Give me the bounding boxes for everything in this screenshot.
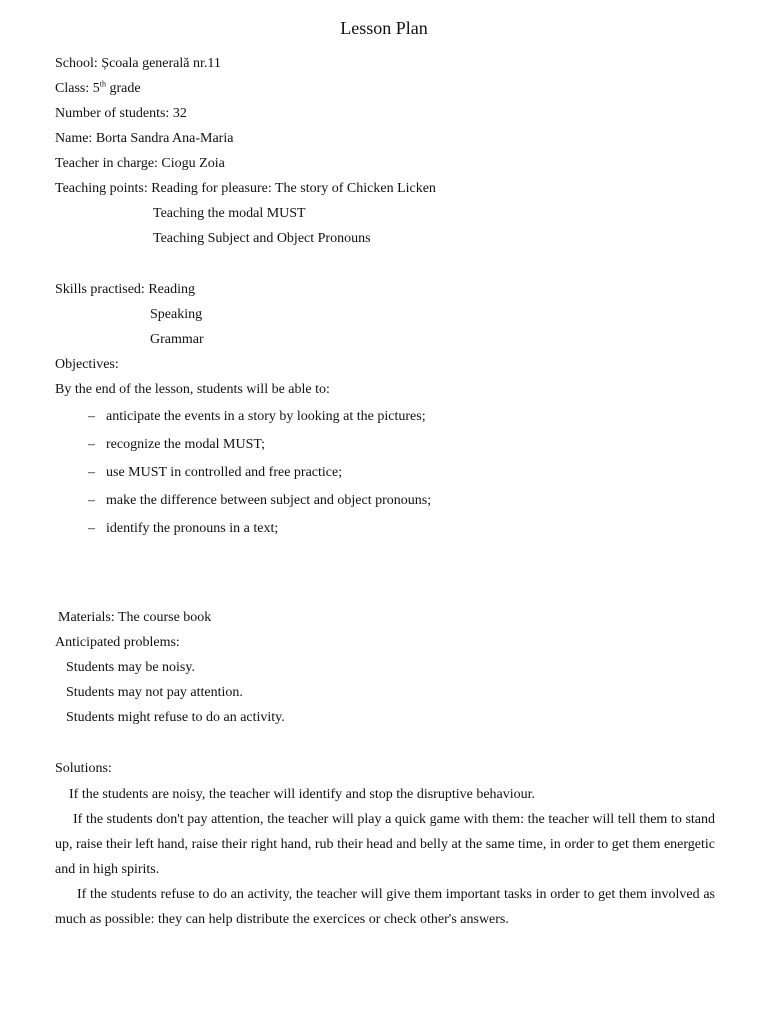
problems-label: Anticipated problems: (55, 635, 180, 650)
class-superscript: th (99, 79, 106, 89)
materials-line: Materials: The course book (58, 610, 212, 625)
objective-text: recognize the modal MUST; (106, 437, 266, 452)
bullet-dash: – (88, 521, 95, 536)
objectives-intro: By the end of the lesson, students will be able to: (55, 382, 330, 397)
skills-line: Skills practised: Reading (55, 282, 195, 297)
page-title: Lesson Plan (340, 18, 428, 38)
solution-paragraph: If the students refuse to do an activity, the teacher will give them important tasks in order to get them involved as much as possible: they can help distribute the exercices or check other's answers. (55, 887, 715, 927)
school-line: School: Școala generală nr.11 (55, 56, 221, 71)
problem-item: Students might refuse to do an activity. (66, 710, 285, 725)
skills-line: Speaking (150, 307, 203, 322)
bullet-dash: – (88, 465, 95, 480)
teaching-point-line: Teaching Subject and Object Pronouns (153, 231, 371, 246)
objective-item (88, 436, 265, 454)
class-prefix: Class: 5 (55, 81, 100, 96)
students-line: Number of students: 32 (55, 106, 187, 121)
name-line: Name: Borta Sandra Ana-Maria (55, 131, 234, 146)
objective-text: make the difference between subject and object pronouns; (106, 493, 432, 508)
teaching-point-line: Teaching the modal MUST (153, 206, 306, 221)
teacher-line: Teacher in charge: Ciogu Zoia (55, 156, 225, 171)
solution-paragraph: If the students are noisy, the teacher will identify and stop the disruptive behaviour. (69, 787, 536, 802)
skills-line: Grammar (150, 332, 204, 347)
class-suffix: grade (105, 81, 141, 96)
objective-item (88, 520, 278, 538)
objective-item (88, 464, 342, 482)
solutions-label: Solutions: (55, 761, 112, 776)
objective-text: identify the pronouns in a text; (106, 521, 279, 536)
objective-item (88, 408, 426, 426)
objective-item (88, 492, 431, 510)
bullet-dash: – (88, 409, 95, 424)
bullet-dash: – (88, 437, 95, 452)
objective-text: anticipate the events in a story by looking at the pictures; (106, 409, 426, 424)
objective-text: use MUST in controlled and free practice; (106, 465, 343, 480)
problem-item: Students may not pay attention. (66, 685, 243, 700)
bullet-dash: – (88, 493, 95, 508)
problem-item: Students may be noisy. (66, 660, 195, 675)
objectives-label: Objectives: (55, 357, 119, 372)
class-line (55, 80, 141, 98)
teaching-point-line: Teaching points: Reading for pleasure: The story of Chicken Licken (55, 181, 436, 196)
solution-paragraph: If the students don't pay attention, the teacher will play a quick game with them: the teacher will tell them to stand up, raise their left hand, raise their right hand, rub their head and belly at the same time, in order to get them energetic and in high spirits. (55, 812, 715, 877)
